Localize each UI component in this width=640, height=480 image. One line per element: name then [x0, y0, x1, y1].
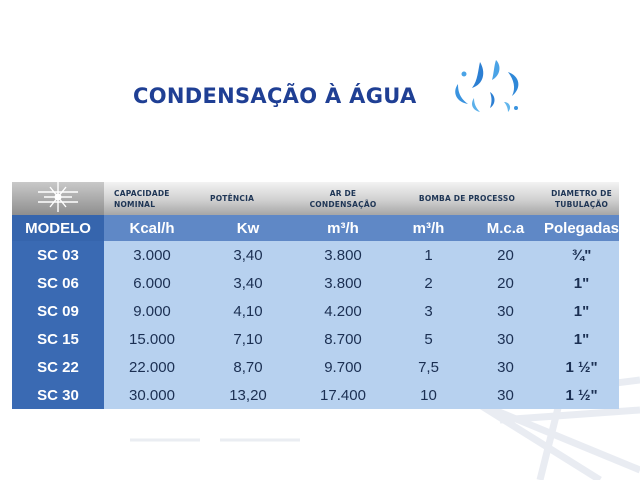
table-row	[12, 269, 619, 297]
table-cell: 22.000	[104, 353, 200, 381]
table-cell: 3,40	[200, 269, 296, 297]
table-row	[12, 241, 619, 269]
model-cell: SC 30	[12, 381, 104, 409]
unit-mca: M.c.a	[467, 215, 544, 241]
table-cell: 5	[390, 325, 467, 353]
unit-kcal: Kcal/h	[104, 215, 200, 241]
table-cell: 1"	[544, 269, 619, 297]
table-cell: 1 ½"	[544, 381, 619, 409]
header-capacidade: CAPACIDADE NOMINAL	[104, 182, 200, 215]
specification-table	[12, 182, 619, 409]
table-cell: 4,10	[200, 297, 296, 325]
table-cell: 3.000	[104, 241, 200, 269]
table-cell: 3	[390, 297, 467, 325]
table-cell: 3,40	[200, 241, 296, 269]
table-cell: 30	[467, 297, 544, 325]
table-cell: 9.000	[104, 297, 200, 325]
header-bomba-processo: BOMBA DE PROCESSO	[390, 182, 544, 215]
table-cell: 3.800	[296, 269, 390, 297]
table-cell: 1"	[544, 325, 619, 353]
table-cell: 1"	[544, 297, 619, 325]
table-cell: 6.000	[104, 269, 200, 297]
table-cell: 17.400	[296, 381, 390, 409]
model-cell: SC 22	[12, 353, 104, 381]
page-title: CONDENSAÇÃO À ÁGUA	[133, 84, 417, 108]
table-cell: 20	[467, 269, 544, 297]
table-row	[12, 381, 619, 409]
table-cell: 30	[467, 325, 544, 353]
table-cell: ¾"	[544, 241, 619, 269]
header-diametro-tubulacao: DIAMETRO DE TUBULAÇÃO	[544, 182, 619, 215]
table-row	[12, 297, 619, 325]
model-cell: SC 06	[12, 269, 104, 297]
table-units-row	[12, 215, 619, 241]
model-cell: SC 09	[12, 297, 104, 325]
header-ar-condensacao: AR DE CONDENSAÇÃO	[296, 182, 390, 215]
table-cell: 3.800	[296, 241, 390, 269]
header-logo-cell	[12, 182, 104, 215]
table-cell: 4.200	[296, 297, 390, 325]
table-cell: 15.000	[104, 325, 200, 353]
table-cell: 10	[390, 381, 467, 409]
table-cell: 30	[467, 381, 544, 409]
water-splash-icon	[450, 58, 524, 116]
header-potencia: POTÊNCIA	[200, 182, 296, 215]
table-cell: 2	[390, 269, 467, 297]
unit-bomba-m3h: m³/h	[390, 215, 467, 241]
table-cell: 8,70	[200, 353, 296, 381]
table-cell: 7,5	[390, 353, 467, 381]
unit-modelo: MODELO	[12, 215, 104, 241]
table-cell: 7,10	[200, 325, 296, 353]
table-cell: 20	[467, 241, 544, 269]
table-cell: 13,20	[200, 381, 296, 409]
table-row	[12, 353, 619, 381]
table-cell: 30.000	[104, 381, 200, 409]
unit-polegadas: Polegadas	[544, 215, 619, 241]
table-cell: 8.700	[296, 325, 390, 353]
unit-ar-m3h: m³/h	[296, 215, 390, 241]
table-row	[12, 325, 619, 353]
table-cell: 9.700	[296, 353, 390, 381]
model-cell: SC 03	[12, 241, 104, 269]
table-header-row	[12, 182, 619, 215]
unit-kw: Kw	[200, 215, 296, 241]
compressor-logo-icon	[28, 182, 88, 212]
model-cell: SC 15	[12, 325, 104, 353]
table-cell: 30	[467, 353, 544, 381]
table-cell: 1 ½"	[544, 353, 619, 381]
table-cell: 1	[390, 241, 467, 269]
